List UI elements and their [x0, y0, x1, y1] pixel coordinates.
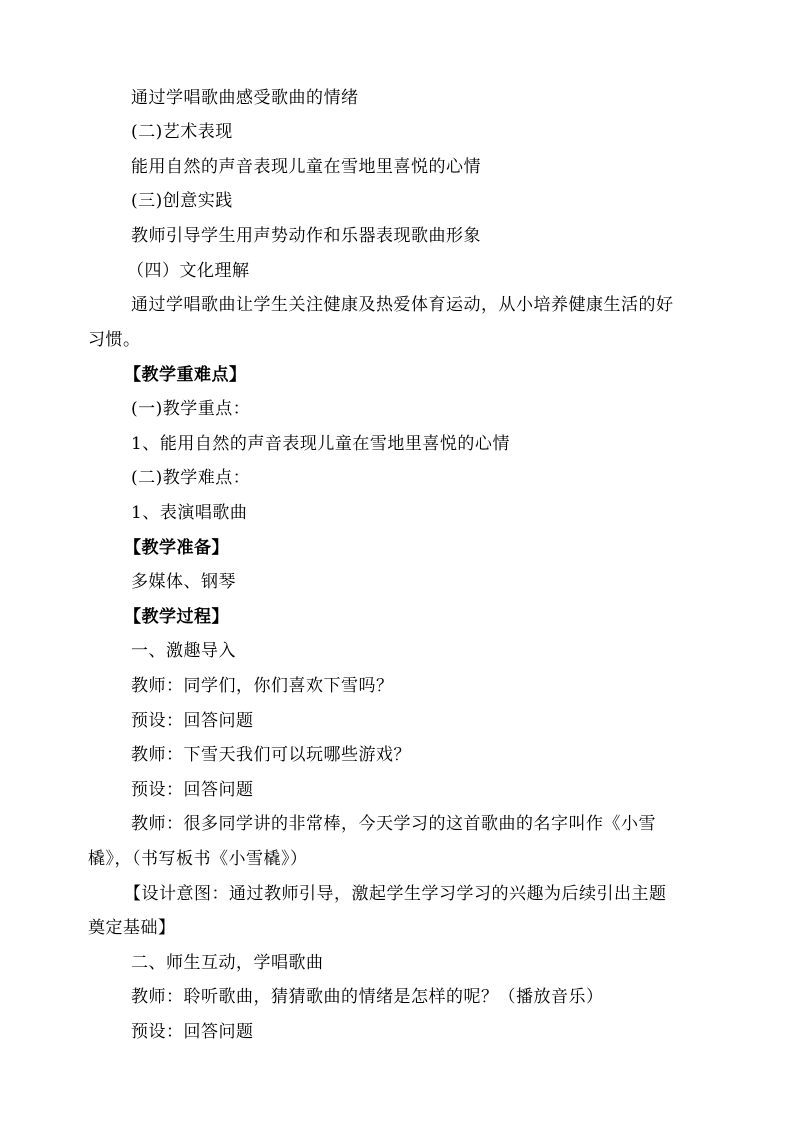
paragraph-creative-practice: 教师引导学生用声势动作和乐器表现歌曲形象: [131, 226, 481, 246]
dialog-teacher-3-cont: 橇》，（书写板书《小雪橇》）: [88, 849, 308, 869]
paragraph-preparation: 多媒体、钢琴: [131, 572, 236, 592]
subheading-difficult-point: (二)教学难点：: [131, 468, 251, 488]
paragraph-key-point-1: 1、能用自然的声音表现儿童在雪地里喜悦的心情: [131, 434, 510, 454]
dialog-teacher-2: 教师：下雪天我们可以玩哪些游戏？: [131, 745, 411, 765]
paragraph-art-expression: 能用自然的声音表现儿童在雪地里喜悦的心情: [131, 157, 481, 177]
paragraph-cultural-understanding: 通过学唱歌曲让学生关注健康及热爱体育运动，从小培养健康生活的好: [131, 295, 674, 315]
dialog-teacher-4: 教师：聆听歌曲，猜猜歌曲的情绪是怎样的呢？（播放音乐）: [131, 987, 604, 1007]
dialog-preset-1: 预设：回答问题: [131, 711, 254, 731]
dialog-preset-3: 预设：回答问题: [131, 1022, 254, 1042]
paragraph-goal-emotion: 通过学唱歌曲感受歌曲的情绪: [131, 88, 359, 108]
heading-cultural-understanding: （四）文化理解: [127, 261, 250, 281]
dialog-teacher-1: 教师：同学们，你们喜欢下雪吗？: [131, 676, 394, 696]
section-heading-preparation: 【教学准备】: [124, 538, 229, 558]
design-intent-cont: 奠定基础】: [88, 918, 176, 938]
step-heading-interaction: 二、师生互动，学唱歌曲: [131, 953, 324, 973]
subheading-key-point: (一)教学重点：: [131, 399, 251, 419]
dialog-teacher-3: 教师：很多同学讲的非常棒，今天学习的这首歌曲的名字叫作《小雪: [131, 814, 656, 834]
section-heading-key-points: 【教学重难点】: [124, 365, 247, 385]
paragraph-cultural-understanding-cont: 习惯。: [88, 330, 141, 350]
heading-art-expression: (二)艺术表现: [131, 122, 233, 142]
step-heading-introduction: 一、激趣导入: [131, 641, 236, 661]
paragraph-difficult-point-1: 1、表演唱歌曲: [131, 503, 248, 523]
dialog-preset-2: 预设：回答问题: [131, 780, 254, 800]
section-heading-process: 【教学过程】: [124, 607, 229, 627]
heading-creative-practice: (三)创意实践: [131, 191, 233, 211]
design-intent: 【设计意图：通过教师引导，激起学生学习学习的兴趣为后续引出主题: [124, 884, 667, 904]
